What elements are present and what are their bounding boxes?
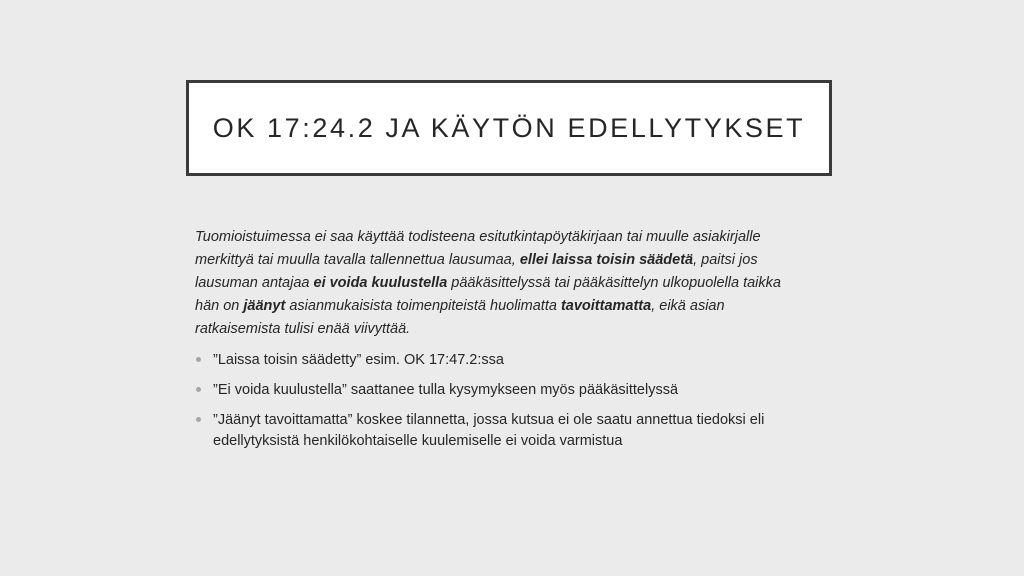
list-item — [195, 350, 795, 371]
quote-paragraph — [195, 226, 795, 341]
paragraph-run: , paitsi jos lausuman antajaa — [195, 252, 758, 291]
title-box — [186, 80, 832, 176]
bullet-icon — [196, 357, 201, 362]
list-item — [195, 410, 795, 452]
paragraph-run-bold: ei voida kuulustella — [313, 275, 448, 291]
slide-title: OK 17:24.2 JA KÄYTÖN EDELLYTYKSET — [212, 112, 806, 143]
slide-content — [195, 226, 795, 461]
paragraph-run-bold: tavoittamatta — [560, 298, 652, 314]
bullet-icon — [196, 417, 201, 422]
paragraph-run: pääkäsittelyssä tai pääkäsittelyn ulkopuolella taikka hän on — [195, 275, 781, 314]
bullet-text: ”Laissa toisin säädetty” esim. OK 17:47.2:ssa — [213, 352, 504, 368]
bullet-icon — [196, 387, 201, 392]
bullet-text: ”Jäänyt tavoittamatta” koskee tilannetta, jossa kutsua ei ole saatu annettua tiedoksi eli edellytyksistä henkilökohtaiselle kuulemiselle ei voida varmistua — [213, 412, 765, 449]
bullet-text: ”Ei voida kuulustella” saattanee tulla kysymykseen myös pääkäsittelyssä — [213, 382, 679, 398]
paragraph-run: , eikä asian ratkaisemista tulisi enää viivyttää. — [195, 298, 725, 337]
paragraph-run-bold: jäänyt — [243, 298, 286, 314]
list-item — [195, 380, 795, 401]
bullet-list — [195, 350, 795, 452]
paragraph-run-bold: ellei laissa toisin säädetä — [519, 252, 694, 268]
paragraph-run: asianmukaisista toimenpiteistä huolimatta — [285, 298, 561, 314]
paragraph-run: Tuomioistuimessa ei saa käyttää todisteena esitutkintapöytäkirjaan tai muulle asiakirjalle merkittyä tai muulla tavalla tallennettua lausumaa, — [195, 229, 761, 268]
